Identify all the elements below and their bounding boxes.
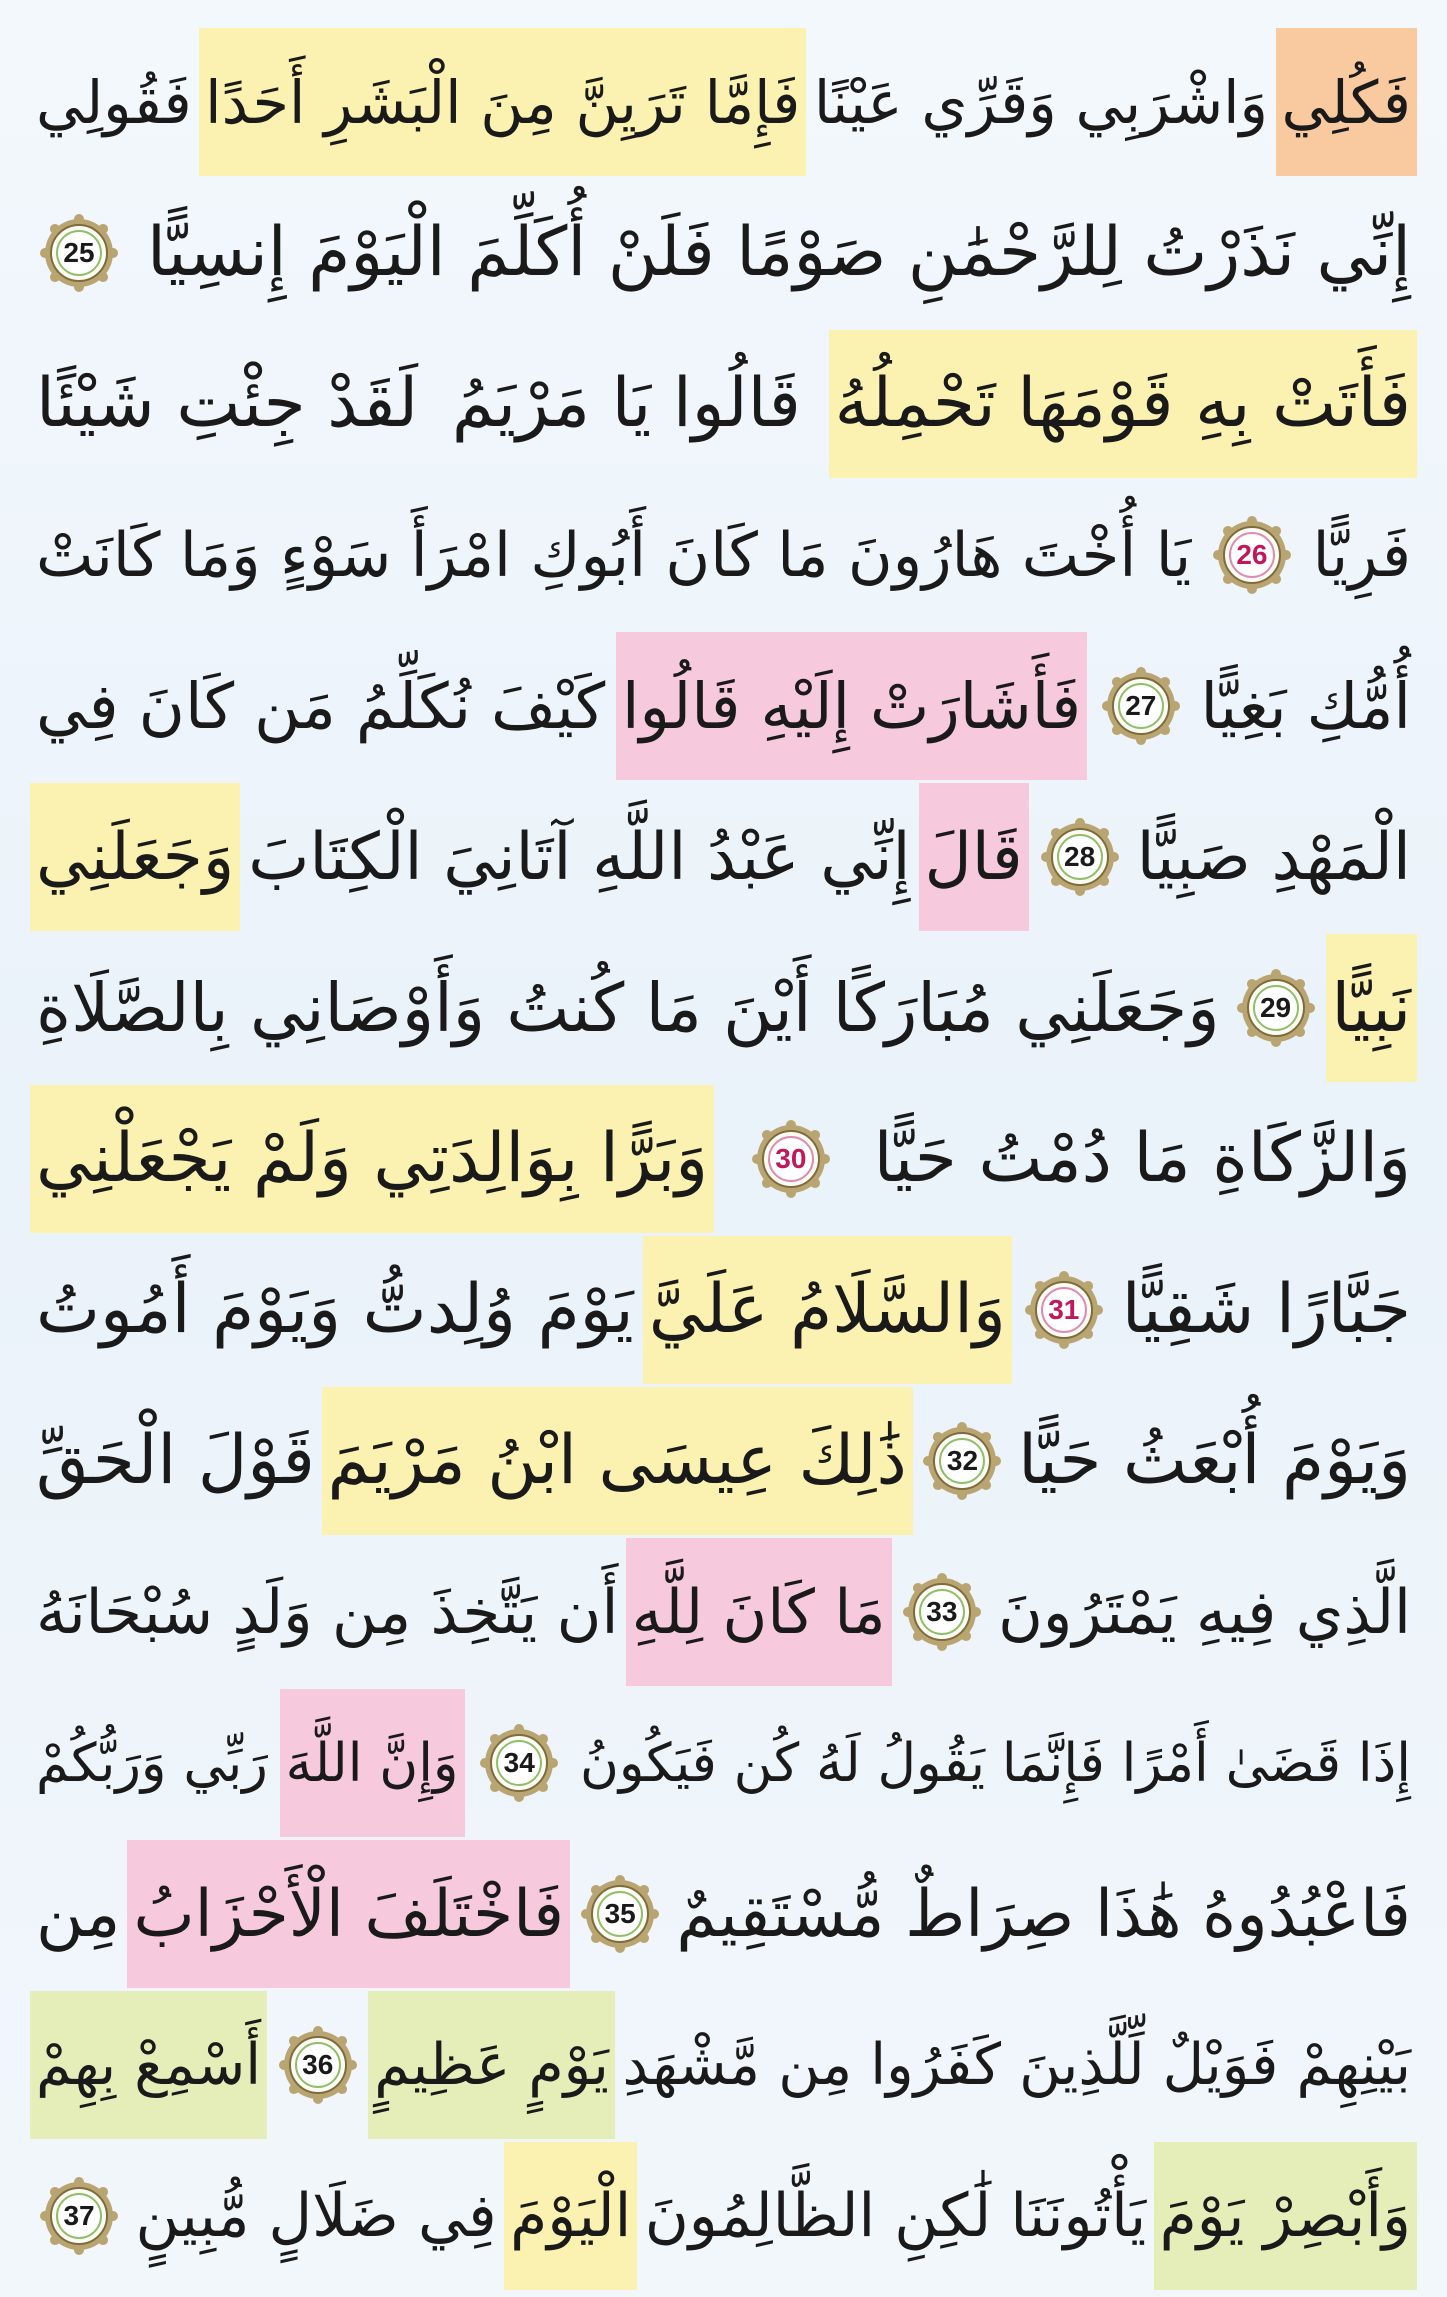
verse-text: الَّذِي فِيهِ يَمْتَرُونَ	[998, 1576, 1411, 1648]
ayah-marker	[748, 1116, 834, 1202]
text-line	[30, 1538, 1417, 1686]
text-line	[30, 1387, 1417, 1535]
verse-text: أَن يَتَّخِذَ مِن وَلَدٍ سُبْحَانَهُ	[36, 1576, 619, 1648]
text-line	[30, 632, 1417, 780]
ayah-number: 29	[1259, 992, 1292, 1023]
verse-text: بَيْنِهِمْ فَوَيْلٌ لِّلَّذِينَ كَفَرُوا مِن مَّشْهَدِ	[622, 2031, 1411, 2098]
text-line	[30, 783, 1417, 931]
verse-text: وَأَبْصِرْ يَوْمَ	[1154, 2142, 1417, 2290]
ayah-number: 36	[302, 2049, 334, 2080]
verse-text: أَسْمِعْ بِهِمْ	[30, 1991, 267, 2139]
verse-text: يَوْمَ وُلِدتُّ وَيَوْمَ أَمُوتُ	[36, 1270, 634, 1349]
ayah-marker	[476, 1720, 562, 1806]
text-line	[30, 1991, 1417, 2139]
verse-text: رَبِّي وَرَبُّكُمْ	[36, 1732, 268, 1794]
verse-text: لَقَدْ جِئْتِ شَيْئًا	[36, 364, 419, 443]
verse-text: مِن	[36, 1876, 121, 1952]
verse-text: ذَٰلِكَ عِيسَى ابْنُ مَرْيَمَ	[322, 1387, 913, 1535]
verse-text: فَأَتَتْ بِهِ قَوْمَهَا تَحْمِلُهُ	[829, 330, 1417, 478]
text-line	[30, 28, 1417, 176]
ayah-marker	[1037, 814, 1123, 900]
verse-text: وَجَعَلَنِي مُبَارَكًا أَيْنَ مَا كُنتُ وَأَوْصَانِي بِالصَّلَاةِ	[36, 968, 1220, 1047]
verse-text: وَالسَّلَامُ عَلَيَّ	[643, 1236, 1012, 1384]
verse-text: الْمَهْدِ صَبِيًّا	[1136, 819, 1411, 895]
ayah-number: 28	[1064, 841, 1096, 872]
ayah-number: 32	[946, 1445, 979, 1476]
verse-text: وَجَعَلَنِي	[30, 783, 240, 931]
verse-text: وَبَرًّا بِوَالِدَتِي وَلَمْ يَجْعَلْنِي	[30, 1085, 714, 1233]
ayah-marker	[1233, 965, 1319, 1051]
verse-text: إِنِّي عَبْدُ اللَّهِ آتَانِيَ الْكِتَابَ	[248, 819, 911, 895]
text-line	[30, 330, 1417, 478]
verse-text: يَأْتُونَنَا لَٰكِنِ الظَّالِمُونَ	[644, 2181, 1147, 2251]
verse-text: قَالُوا يَا مَرْيَمُ	[451, 364, 801, 443]
verse-text: وَاشْرَبِي وَقَرِّي عَيْنًا	[813, 67, 1269, 137]
text-line	[30, 2142, 1417, 2290]
verse-text: قَالَ	[919, 783, 1029, 931]
ayah-number: 37	[63, 2200, 95, 2231]
verse-text: نَبِيًّا	[1326, 934, 1418, 1082]
text-line	[30, 934, 1417, 1082]
ayah-marker	[1021, 1267, 1107, 1353]
text-line	[30, 1236, 1417, 1384]
verse-text: يَا أُخْتَ هَارُونَ مَا كَانَ أَبُوكِ امْرَأَ سَوْءٍ وَمَا كَانَتْ	[36, 519, 1192, 591]
ayah-number: 27	[1125, 690, 1157, 721]
ayah-marker	[577, 1871, 663, 1957]
ayah-number: 26	[1236, 539, 1268, 570]
verse-text: وَيَوْمَ أُبْعَثُ حَيًّا	[1018, 1421, 1411, 1500]
text-line	[30, 481, 1417, 629]
ayah-number: 35	[604, 1898, 636, 1929]
verse-text: إِذَا قَضَىٰ أَمْرًا فَإِنَّمَا يَقُولُ لَهُ كُن فَيَكُونُ	[579, 1732, 1411, 1794]
ayah-number: 34	[503, 1747, 535, 1778]
verse-text: يَوْمٍ عَظِيمٍ	[368, 1991, 615, 2139]
verse-text: كَيْفَ نُكَلِّمُ مَن كَانَ فِي	[36, 669, 606, 743]
ayah-number: 25	[63, 237, 95, 268]
text-line	[30, 1689, 1417, 1837]
verse-text: مَا كَانَ لِلَّهِ	[626, 1538, 892, 1686]
ayah-marker	[275, 2022, 361, 2108]
verse-text: جَبَّارًا شَقِيًّا	[1121, 1270, 1411, 1349]
verse-text: فَكُلِي	[1276, 28, 1418, 176]
text-line	[30, 179, 1417, 327]
verse-text: وَالزَّكَاةِ مَا دُمْتُ حَيًّا	[873, 1119, 1411, 1198]
verse-text: أُمُّكِ بَغِيًّا	[1200, 669, 1411, 743]
verse-text: قَوْلَ الْحَقِّ	[36, 1421, 315, 1500]
verse-text: فَإِمَّا تَرَيِنَّ مِنَ الْبَشَرِ أَحَدًا	[199, 28, 806, 176]
ayah-number: 33	[926, 1596, 958, 1627]
verse-text: فَأَشَارَتْ إِلَيْهِ قَالُوا	[616, 632, 1087, 780]
ayah-marker	[919, 1418, 1005, 1504]
verse-text: فَاعْبُدُوهُ هَٰذَا صِرَاطٌ مُّسْتَقِيمٌ	[676, 1876, 1411, 1952]
verse-text: فَاخْتَلَفَ الْأَحْزَابُ	[127, 1840, 570, 1988]
ayah-number: 31	[1048, 1294, 1080, 1325]
text-line	[30, 1085, 1417, 1233]
verse-text: فَرِيًّا	[1312, 519, 1411, 591]
ayah-marker	[899, 1569, 985, 1655]
verse-text: فِي ضَلَالٍ مُّبِينٍ	[135, 2181, 497, 2251]
ayah-marker	[1209, 512, 1295, 598]
ayah-marker	[36, 2173, 122, 2259]
text-line	[30, 1840, 1417, 1988]
verse-text: وَإِنَّ اللَّهَ	[280, 1689, 465, 1837]
ayah-number: 30	[775, 1143, 807, 1174]
verse-text: الْيَوْمَ	[504, 2142, 637, 2290]
verse-text: فَقُولِي	[36, 67, 192, 137]
ayah-marker	[1098, 663, 1184, 749]
ayah-marker	[36, 210, 122, 296]
verse-text: إِنِّي نَذَرْتُ لِلرَّحْمَٰنِ صَوْمًا فَلَنْ أُكَلِّمَ الْيَوْمَ إِنسِيًّا	[146, 213, 1411, 292]
